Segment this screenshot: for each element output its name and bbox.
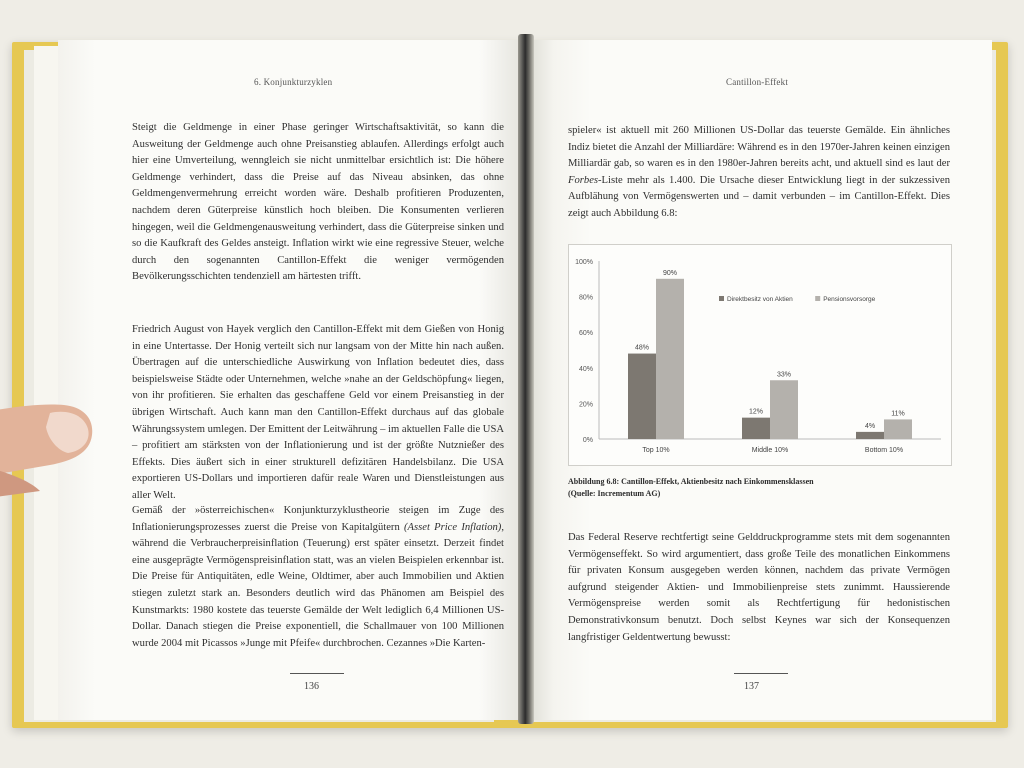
paragraph: Friedrich August von Hayek verglich den Cantillon-Effekt mit dem Gießen von Honig in eine Untertasse. Der Honig verteilt sich nur langsam von der Mitte hin nach außen. Übertragen auf die unterschiedliche Auswirkung von Inflation bedeutet dies, dass beispielsweise Städte oder Unternehmen, welche »nahe an der Geldschöpfung« liegen, von ihr profitieren. Sie erhalten das geschaffene Geld vor einem Preisanstieg in der übrigen Wirtschaft. Auch kann man den Cantillon-Effekt durchaus auf das globale Währungssystem umlegen. Der Emittent der Leitwährung – im aktuellen Falle die USA – profitiert am stärksten von der Inflationierung und ist der größte Nutznießer des Effekts. Dies äußert sich in einer strukturell defizitären Handelsbilanz. Die USA exportieren US-Dollars und importieren dafür reale Waren und Dienstleistungen aus aller Welt. xyxy=(132,324,504,501)
y-tick-label: 40% xyxy=(578,365,593,373)
bar xyxy=(742,418,770,439)
folio-rule xyxy=(734,673,788,674)
y-tick-label: 20% xyxy=(578,401,593,409)
paragraph xyxy=(132,503,504,652)
y-tick-label: 60% xyxy=(578,330,593,338)
bar xyxy=(856,432,884,439)
y-tick-label: 80% xyxy=(578,294,593,302)
legend-swatch xyxy=(815,296,820,301)
legend-label: Pensionsvorsorge xyxy=(823,296,876,303)
running-head-left: 6. Konjunkturzyklen xyxy=(254,77,333,87)
x-tick-label: Top 10% xyxy=(642,447,670,454)
paragraph-text: , während die Verbraucherpreisinflation (Teuerung) erst später einsetzt. Derzeit findet eine ausgeprägte Vermögenspreisinflation statt, was an vielen Beispielen erkennbar ist. Die Preise für Antiquitäten, edle Weine, Oldtimer, aber auch Immobilien und Aktien stiegen zuletzt stark an. Besonders deutlich wird das Phänomen am Beispiel des Kunstmarkts: 1980 kostete das teuerste Gemälde der Welt lediglich 6,4 Millionen US-Dollar. Danach stiegen die Preise exponentiell, die Schallmauer von 100 Millionen wurde 2004 mit Picassos »Junge mit Pfeife« durchbrochen. Cezannes »Die Karten- xyxy=(132,521,504,649)
folio-rule xyxy=(290,673,344,674)
paragraph-text: -Liste mehr als 1.400. Die Ursache dieser Entwicklung liegt in der sukzessiven Aufblähung von Vermögenswerten und – damit verbunden – im Cantillon-Effekt. Dies zeigt auch Abbildung 6.8: xyxy=(568,174,950,219)
figure-caption xyxy=(568,476,948,500)
italic-term: (Asset Price Inflation) xyxy=(404,521,502,533)
caption-title: Abbildung 6.8: Cantillon-Effekt, Aktienbesitz nach Einkommensklassen xyxy=(568,477,814,486)
book-gutter xyxy=(518,34,534,724)
italic-term: Forbes xyxy=(568,174,599,186)
chart-svg xyxy=(569,245,951,465)
x-tick-label: Bottom 10% xyxy=(864,447,904,454)
legend-swatch xyxy=(719,296,724,301)
bar xyxy=(656,279,684,439)
page-number-left: 136 xyxy=(304,681,319,692)
paragraph-text: Gemäß der »österreichischen« Konjunkturzyklustheorie steigen im Zuge des Inflationierungsprozesses zuerst die Preise von Kapitalgütern xyxy=(132,505,504,533)
left-page xyxy=(58,40,526,720)
data-label: 48% xyxy=(634,344,650,352)
bar xyxy=(770,380,798,439)
bar xyxy=(884,419,912,439)
right-page xyxy=(526,40,992,720)
x-tick-label: Middle 10% xyxy=(751,447,789,454)
legend-label: Direktbesitz von Aktien xyxy=(727,296,793,303)
data-label: 33% xyxy=(776,371,792,379)
paragraph xyxy=(568,123,950,223)
data-label: 4% xyxy=(864,422,876,430)
y-tick-label: 0% xyxy=(582,437,593,444)
y-tick-label: 100% xyxy=(575,259,593,266)
page-number-right: 137 xyxy=(744,681,759,692)
data-label: 90% xyxy=(662,269,678,277)
data-label: 12% xyxy=(748,408,764,416)
bar-chart xyxy=(568,244,952,466)
paragraph: Das Federal Reserve rechtfertigt seine Gelddruckprogramme stets mit dem sogenannten Vermögenseffekt. So wird argumentiert, dass große Teile des monatlichen Einkommens für privaten Konsum ausgegeben werden können, nachdem das private Vermögen aufgrund steigender Aktien- und Immobilienpreise stets zunimmt. Haussierende Vermögenspreise werden somit als Rechtfertigung für hedonistischen Demonstrativkonsum benutzt. Doch selbst Keynes war sich der Konsequenzen langfristiger Geldentwertung bewusst: xyxy=(568,532,950,643)
bar xyxy=(628,354,656,439)
paragraph-text: spieler« ist aktuell mit 260 Millionen US-Dollar das teuerste Gemälde. Ein ähnliches Indiz bietet die Anzahl der Milliardäre: Während es in den 1970er-Jahren keinen einzigen Milliardär gab, so waren es in den 1980er-Jahren bereits acht, und aktuell sind es laut der xyxy=(568,125,950,170)
data-label: 11% xyxy=(891,410,905,418)
running-head-right: Cantillon-Effekt xyxy=(726,77,789,87)
paragraph: Steigt die Geldmenge in einer Phase geringer Wirtschaftsaktivität, so kann die Ausweitung der Geldmenge auch ohne Preisanstieg ablaufen. Allerdings erfolgt auch hier eine Umverteilung, wenngleich sie nicht unmittelbar ersichtlich ist: Die höhere Geldmenge verhindert, dass die Preise auf das Niveau absinken, das ohne Geldmengenvermehrung erreicht worden wäre. Deshalb profitieren Produzenten, nachdem deren Güterpreise künstlich hoch bleiben. Die Konsumenten verlieren hingegen, weil die Geldmengenausweitung verhindert, dass die Güterpreise sinken und so die Kaufkraft des Geldes ansteigt. Inflation wirkt wie eine regressive Steuer, welche durch den sogenannten Cantillon-Effekt die weniger vermögenden Bevölkerungsschichten tendenziell am härtesten trifft. xyxy=(132,122,504,283)
thumb xyxy=(0,395,98,513)
caption-source: (Quelle: Incrementum AG) xyxy=(568,489,661,498)
